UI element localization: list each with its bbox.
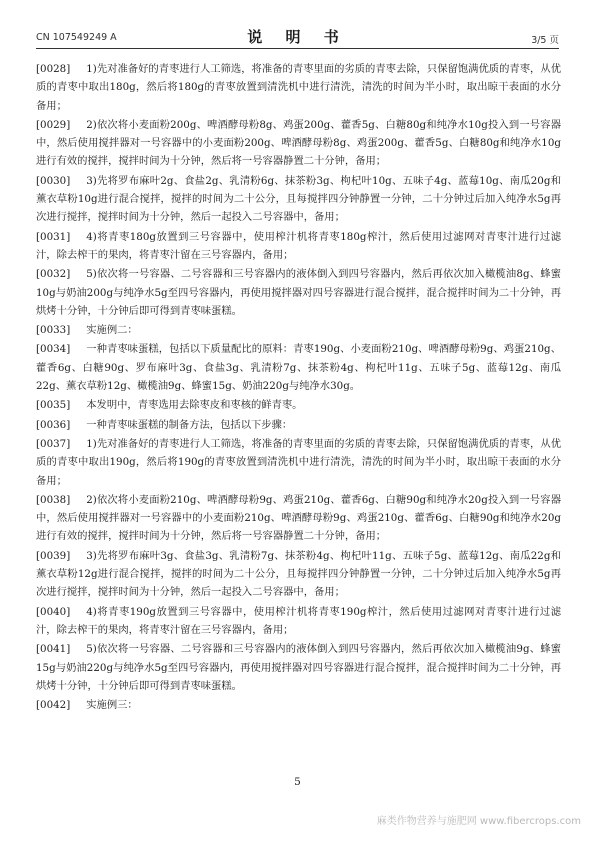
paragraph-0041 bbox=[36, 640, 561, 695]
paragraph-0035 bbox=[36, 396, 561, 414]
paragraph-number: [0041] bbox=[36, 643, 71, 656]
paragraph-number: [0037] bbox=[36, 437, 71, 450]
paragraph-text: 实施例三： bbox=[86, 699, 138, 712]
paragraph-text: 1)先对准备好的青枣进行人工筛选，将准备的青枣里面的劣质的青枣去除，只保留饱满优质的青枣，从优质的青枣中取出180g，然后将180g的青枣放置到清洗机中进行清洗，清洗的时间为半小时，取出晾干表面的水分备用； bbox=[36, 63, 561, 112]
paragraph-number: [0039] bbox=[36, 549, 71, 562]
website-watermark: 麻类作物营养与施肥网 www.fibercrops.com bbox=[376, 816, 581, 827]
paragraph-0042 bbox=[36, 696, 561, 714]
paragraph-0033 bbox=[36, 321, 561, 339]
paragraph-text: 3)先将罗布麻叶2g、食盐2g、乳清粉6g、抹茶粉3g、枸杞叶10g、五味子4g、蓝莓10g、南瓜20g和薰衣草粉10g进行混合搅拌，搅拌的时间为二十公分，且每搅拌四分钟静置一分钟，二十分钟过后加入纯净水5g再次进行搅拌，搅拌时间为十分钟，然后一起投入二号容器中，备用； bbox=[36, 174, 561, 224]
paragraph-text: 3)先将罗布麻叶3g、食盐3g、乳清粉7g、抹茶粉4g、枸杞叶11g、五味子5g、蓝莓12g、南瓜22g和薰衣草粉12g进行混合搅拌，搅拌的时间为二十公分，且每搅拌四分钟静置一分钟，二十分钟过后加入纯净水5g再次进行搅拌，搅拌时间为十分钟，然后一起投入二号容器中，备用； bbox=[36, 549, 561, 599]
paragraph-0030 bbox=[36, 172, 561, 227]
paragraph-text: 本发明中，青枣选用去除枣皮和枣核的鲜青枣。 bbox=[86, 399, 303, 412]
paragraph-number: [0036] bbox=[36, 418, 71, 431]
paragraph-text: 4)将青枣180g放置到三号容器中，使用榨汁机将青枣180g榨汁，然后使用过滤网对青枣汁进行过滤汁，除去榨干的果肉，将青枣汁留在三号容器内，备用； bbox=[36, 230, 561, 261]
paragraph-number: [0042] bbox=[36, 699, 71, 712]
paragraph-0040 bbox=[36, 603, 561, 640]
paragraph-number: [0035] bbox=[36, 399, 71, 412]
paragraph-number: [0029] bbox=[36, 118, 71, 131]
paragraph-0039 bbox=[36, 547, 561, 602]
paragraph-text: 5)依次将一号容器、二号容器和三号容器内的液体倒入到四号容器内，然后再依次加入橄榄油8g、蜂蜜10g与奶油200g与纯净水5g至四号容器内，再使用搅拌器对四号容器进行混合搅拌，混合搅拌时间为二十分钟，再烘烤十分钟，十分钟后即可得到青枣味蛋糕。 bbox=[36, 268, 561, 317]
paragraph-number: [0028] bbox=[36, 63, 71, 75]
paragraph-text: 4)将青枣190g放置到三号容器中，使用榨汁机将青枣190g榨汁，然后使用过滤网对青枣汁进行过滤汁，除去榨干的果肉，将青枣汁留在三号容器内，备用； bbox=[36, 605, 561, 636]
paragraph-0034 bbox=[36, 340, 561, 395]
paragraph-0032 bbox=[36, 265, 561, 320]
page-count: 3/5 页 bbox=[531, 35, 559, 46]
paragraph-number: [0033] bbox=[36, 324, 71, 337]
paragraph-0031 bbox=[36, 228, 561, 265]
paragraph-0038 bbox=[36, 491, 561, 546]
paragraph-0036 bbox=[36, 416, 561, 434]
document-header bbox=[36, 26, 559, 49]
paragraph-number: [0040] bbox=[36, 605, 71, 618]
paragraph-number: [0034] bbox=[36, 343, 71, 356]
document-body bbox=[36, 60, 561, 715]
paragraph-0028 bbox=[36, 60, 561, 115]
paragraph-0037 bbox=[36, 435, 561, 490]
paragraph-number: [0030] bbox=[36, 174, 71, 187]
paragraph-text: 一种青枣味蛋糕，包括以下质量配比的原料：青枣190g、小麦面粉210g、啤酒酵母粉9g、鸡蛋210g、藿香6g、白糖90g、罗布麻叶3g、食盐3g、乳清粉7g、抹茶粉4g、枸杞叶11g、五味子5g、蓝莓12g、南瓜22g、薰衣草粉12g、橄榄油9g、蜂蜜15g、奶油220g与纯净水30g。 bbox=[36, 343, 561, 393]
paragraph-text: 实施例二： bbox=[86, 324, 138, 337]
paragraph-text: 一种青枣味蛋糕的制备方法，包括以下步骤： bbox=[86, 418, 293, 431]
paragraph-number: [0031] bbox=[36, 230, 71, 243]
paragraph-number: [0038] bbox=[36, 493, 71, 506]
page-number: 5 bbox=[294, 776, 301, 788]
paragraph-text: 1)先对准备好的青枣进行人工筛选，将准备的青枣里面的劣质的青枣去除，只保留饱满优质的青枣，从优质的青枣中取出190g，然后将190g的青枣放置到清洗机中进行清洗，清洗的时间为半小时，取出晾干表面的水分备用； bbox=[36, 437, 561, 487]
paragraph-text: 5)依次将一号容器、二号容器和三号容器内的液体倒入到四号容器内，然后再依次加入橄榄油9g、蜂蜜15g与奶油220g与纯净水5g至四号容器内，再使用搅拌器对四号容器进行混合搅拌，混合搅拌时间为二十分钟，再烘烤十分钟，十分钟后即可得到青枣味蛋糕。 bbox=[36, 643, 561, 692]
paragraph-number: [0032] bbox=[36, 268, 71, 281]
paragraph-text: 2)依次将小麦面粉200g、啤酒酵母粉8g、鸡蛋200g、藿香5g、白糖80g和纯净水10g投入到一号容器中，然后使用搅拌器对一号容器中的小麦面粉200g、啤酒酵母粉8g、鸡蛋200g、藿香5g、白糖80g和纯净水10g进行有效的搅拌，搅拌时间为十分钟，然后将一号容器静置二十分钟，备用； bbox=[36, 118, 561, 168]
paragraph-text: 2)依次将小麦面粉210g、啤酒酵母粉9g、鸡蛋210g、藿香6g、白糖90g和纯净水20g投入到一号容器中，然后使用搅拌器对一号容器中的小麦面粉210g、啤酒酵母粉9g、鸡蛋210g、藿香6g、白糖90g和纯净水20g进行有效的搅拌，搅拌时间为十分钟，然后将一号容器静置二十分钟，备用； bbox=[36, 493, 561, 543]
document-title: 说 明 书 bbox=[247, 28, 348, 46]
publication-number: CN 107549249 A bbox=[36, 32, 117, 43]
paragraph-0029 bbox=[36, 116, 561, 171]
